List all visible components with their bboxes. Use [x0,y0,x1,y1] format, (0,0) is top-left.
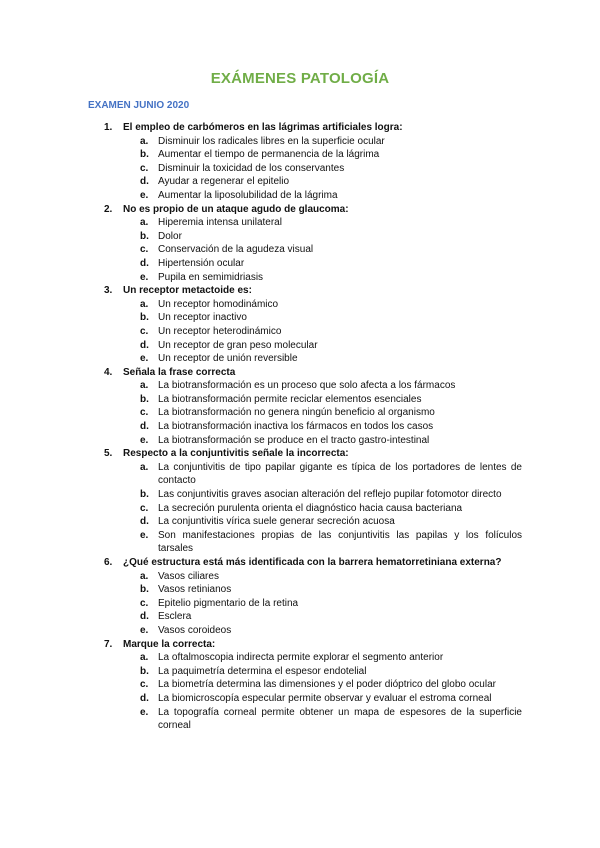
answer-option [104,434,522,448]
option-text: Vasos retinianos [158,584,232,596]
option-letter: d. [140,176,149,188]
option-letter: b. [140,489,149,501]
question-number: 5. [104,448,113,460]
answer-option [104,651,522,665]
option-letter: c. [140,597,149,609]
question-heading [104,447,522,461]
answer-option [104,570,522,584]
answer-option [104,583,522,597]
option-text: Epitelio pigmentario de la retina [158,597,299,609]
question-number: 1. [104,122,113,133]
answer-option [104,706,522,720]
answer-option [104,624,522,638]
answer-option [104,175,522,189]
option-text: Pupila en semimidriasis [158,271,264,283]
option-letter: b. [140,230,149,242]
option-text: Son manifestaciones propias de las conjuntivitis las papilas y los folículos [158,529,522,541]
option-letter: e. [140,624,149,636]
answer-option [104,461,522,475]
option-text: La conjuntivitis vírica suele generar secreción acuosa [158,516,395,528]
answer-option [104,135,522,149]
answer-option [104,148,522,162]
question-item [104,638,522,733]
option-text: La paquimetría determina el espesor endotelial [158,665,367,677]
option-text: Vasos coroideos [158,624,232,636]
question-item [104,556,522,638]
answer-option [104,189,522,203]
question-heading [104,121,522,135]
option-text: La conjuntivitis de tipo papilar gigante es típica de los portadores de lentes de [158,461,522,473]
option-letter: c. [140,244,149,256]
question-number: 4. [104,366,113,378]
answer-option [104,298,522,312]
option-letter: a. [140,570,149,582]
option-letter: e. [140,271,149,283]
answer-option [104,488,522,502]
question-number: 6. [104,557,113,568]
question-number: 2. [104,203,113,215]
option-text: La biometría determina las dimensiones y el poder dióptrico del globo ocular [158,679,496,691]
question-item [104,284,522,366]
option-text: La secreción purulenta orienta el diagnóstico hacia causa bacteriana [158,502,463,514]
answer-option [104,257,522,271]
option-letter: e. [140,706,149,718]
question-heading [104,366,522,380]
question-list [104,121,522,733]
option-letter: c. [140,679,149,691]
option-text-continuation: tarsales [158,543,194,555]
question-number: 7. [104,638,113,650]
option-text: La biotransformación permite reciclar elementos esenciales [158,393,422,405]
question-item [104,203,522,285]
option-letter: c. [140,162,149,174]
question-text: ¿Qué estructura está más identificada con la barrera hematorretiniana externa? [123,557,502,568]
option-letter: d. [140,611,149,623]
option-letter: d. [140,257,149,269]
question-heading [104,203,522,217]
question-item [104,121,522,203]
option-letter: a. [140,217,149,229]
answer-option [104,393,522,407]
option-letter: b. [140,312,149,324]
option-letter: b. [140,149,149,161]
option-text-continuation: contacto [158,475,196,487]
answer-option [104,230,522,244]
option-text: Un receptor heterodinámico [158,325,282,337]
answer-option [104,311,522,325]
answer-option [104,162,522,176]
option-text: Disminuir los radicales libres en la superficie ocular [158,135,385,147]
option-letter: b. [140,584,149,596]
option-text: Aumentar la liposolubilidad de la lágrima [158,189,338,201]
option-letter: b. [140,393,149,405]
answer-option [104,406,522,420]
option-letter: c. [140,407,149,419]
option-text: La biotransformación inactiva los fármacos en todos los casos [158,421,434,433]
option-text: Esclera [158,611,192,623]
option-text: La oftalmoscopia indirecta permite explorar el segmento anterior [158,652,444,664]
option-text: Un receptor homodinámico [158,298,279,310]
option-text: La biotransformación es un proceso que solo afecta a los fármacos [158,380,456,392]
option-letter: c. [140,502,149,514]
option-text: La biomicroscopía especular permite observar y evaluar el estroma corneal [158,692,492,704]
question-heading [104,284,522,298]
answer-option [104,610,522,624]
option-text: Vasos ciliares [158,570,219,582]
option-text: Dolor [158,230,182,242]
question-text: No es propio de un ataque agudo de glaucoma: [123,203,349,215]
option-letter: d. [140,692,149,704]
option-text: Un receptor de unión reversible [158,353,298,365]
option-letter: e. [140,529,149,541]
question-heading [104,638,522,652]
option-letter: d. [140,516,149,528]
exam-subtitle: EXAMEN JUNIO 2020 [88,100,190,111]
option-text: La biotransformación no genera ningún beneficio al organismo [158,407,435,419]
option-text: La biotransformación se produce en el tracto gastro-intestinal [158,434,430,446]
option-letter: a. [140,298,149,310]
question-text: Un receptor metactoide es: [123,285,252,297]
answer-option [104,515,522,529]
answer-option [104,325,522,339]
option-text: Un receptor de gran peso molecular [158,339,318,351]
question-text: Marque la correcta: [123,638,216,650]
option-text: Conservación de la agudeza visual [158,244,314,256]
question-item [104,447,522,556]
option-text: Disminuir la toxicidad de los conservantes [158,162,345,174]
answer-option [104,692,522,706]
option-letter: d. [140,421,149,433]
answer-option [104,379,522,393]
question-heading [104,556,522,570]
option-letter: b. [140,665,149,677]
option-letter: a. [140,380,149,392]
option-letter: e. [140,189,149,201]
option-letter: c. [140,325,149,337]
question-text: El empleo de carbómeros en las lágrimas artificiales logra: [123,122,403,133]
option-text: Hipertensión ocular [158,257,245,269]
option-letter: e. [140,434,149,446]
answer-option [104,502,522,516]
option-letter: e. [140,353,149,365]
question-number: 3. [104,285,113,297]
answer-option [104,529,522,543]
answer-option [104,597,522,611]
answer-option [104,243,522,257]
answer-option [104,420,522,434]
option-letter: a. [140,135,149,147]
answer-option [104,352,522,366]
question-text: Respecto a la conjuntivitis señale la incorrecta: [123,448,349,460]
option-text: Un receptor inactivo [158,312,247,324]
question-text: Señala la frase correcta [123,366,236,378]
answer-option [104,216,522,230]
option-text: Aumentar el tiempo de permanencia de la lágrima [158,149,380,161]
answer-option [104,271,522,285]
option-text: La topografía corneal permite obtener un mapa de espesores de la superficie [158,706,522,718]
option-letter: a. [140,461,149,473]
answer-option [104,665,522,679]
option-letter: d. [140,339,149,351]
option-text: Las conjuntivitis graves asocian alteración del reflejo pupilar fotomotor directo [158,489,502,501]
answer-option [104,339,522,353]
option-text: Ayudar a regenerar el epitelio [158,176,290,188]
question-item [104,366,522,448]
answer-option [104,678,522,692]
option-letter: a. [140,652,149,664]
page-title: EXÁMENES PATOLOGÍA [210,70,390,87]
option-text-continuation: corneal [158,720,191,732]
option-text: Hiperemia intensa unilateral [158,217,282,229]
